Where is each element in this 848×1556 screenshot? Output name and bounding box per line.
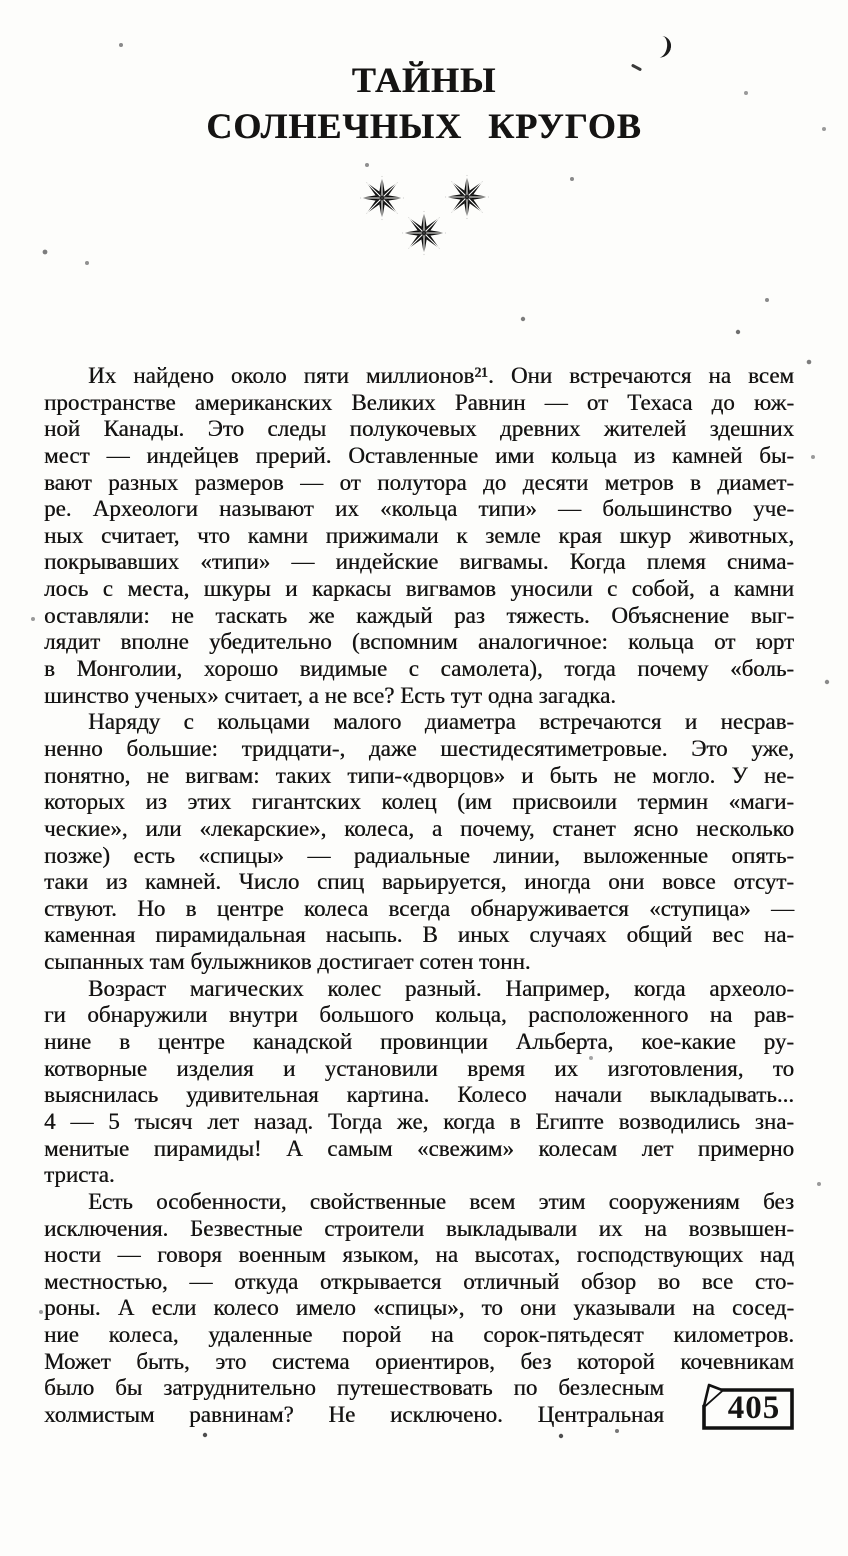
text-line: Есть особенности, свойственные всем этим сооружениям без (88, 1188, 794, 1214)
text-line: Их найдено около пяти миллионов²¹. Они встречаются на всем (88, 363, 794, 388)
text-line: ги обнаружили внутри большого кольца, расположенного на рав- (44, 1002, 794, 1028)
text-line: шинство ученых» считает, а не все? Есть тут одна загадка. (44, 682, 616, 708)
text-line: каменная пирамидальная насыпь. В иных случаях общий вес на- (44, 922, 794, 948)
page-title (0, 60, 848, 146)
text-line: было бы затруднительно путешествовать по безлесным (44, 1375, 664, 1401)
eight-point-star-icon (401, 210, 447, 256)
eight-point-star-icon (444, 174, 490, 220)
text-line: покрывавших «типи» — индейские вигвамы. Когда племя снима- (44, 549, 794, 575)
text-line: котворные изделия и установили время их изготовления, то (44, 1055, 794, 1081)
text-line: ческие», или «лекарские», колеса, а почему, станет ясно несколько (44, 815, 794, 841)
scan-speckles (0, 0, 2, 2)
text-line: таки из камней. Число спиц варьируется, иногда они вовсе отсут- (44, 869, 794, 895)
text-line: пространстве американских Великих Равнин — от Техаса до юж- (44, 389, 794, 415)
text-line: мест — индейцев прерий. Оставленные ими кольца из камней бы- (44, 442, 794, 468)
text-line: сыпанных там булыжников достигает сотен тонн. (44, 949, 531, 975)
text-line: в Монголии, хорошо видимые с самолета), тогда почему «боль- (44, 656, 794, 682)
page-number: 405 (727, 1390, 781, 1426)
text-line: ных считает, что камни прижимали к земле края шкур животных, (44, 522, 794, 548)
text-line: выяснилась удивительная картина. Колесо начали выкладывать... (44, 1082, 794, 1108)
text-line: лядит вполне убедительно (вспомним аналогичное: кольца от юрт (44, 629, 794, 655)
text-line: 4 — 5 тысяч лет назад. Тогда же, когда в Египте возводились зна- (44, 1108, 794, 1134)
text-line: ности — говоря военным языком, на высотах, господствующих над (44, 1242, 794, 1268)
text-line: триста. (44, 1162, 115, 1188)
text-line: вают разных размеров — от полутора до десяти метров в диамет- (44, 469, 794, 495)
text-line: понятно, не вигвам: таких типи-«дворцов» и быть не могло. У не- (44, 762, 794, 788)
text-line: ненно большие: тридцати-, даже шестидесятиметровые. Это уже, (44, 735, 794, 761)
text-line: Возраст магических колес разный. Например, когда археоло- (88, 975, 794, 1001)
body-text (44, 363, 794, 1429)
title-line-1: ТАЙНЫ (351, 60, 497, 100)
page-number-badge (700, 1382, 796, 1432)
text-line: роны. А если колесо имело «спицы», то они указывали на сосед- (44, 1295, 794, 1321)
text-line: ре. Археологи называют их «кольца типи» — большинство уче- (44, 496, 794, 522)
text-line: ной Канады. Это следы полукочевых древних жителей здешних (44, 416, 794, 442)
title-line-2: СОЛНЕЧНЫХ КРУГОВ (206, 106, 642, 146)
text-line: менитые пирамиды! А самым «свежим» колесам лет примерно (44, 1135, 794, 1161)
text-line: Может быть, это система ориентиров, без которой кочевникам (44, 1348, 794, 1374)
text-line: позже) есть «спицы» — радиальные линии, выложенные опять- (44, 842, 794, 868)
scan-mark-curl (654, 35, 672, 59)
text-line: лось с места, шкуры и каркасы вигвамов уносили с собой, а камни (44, 576, 794, 602)
text-line: оставляли: не таскать же каждый раз тяжесть. Объяснение выг- (44, 602, 794, 628)
text-line: Наряду с кольцами малого диаметра встречаются и несрав- (88, 709, 794, 735)
text-line: местностью, — откуда открывается отличный обзор во все сто- (44, 1268, 794, 1294)
eight-point-star-icon (359, 175, 405, 221)
text-line: ствуют. Но в центре колеса всегда обнаруживается «ступица» — (44, 895, 794, 921)
text-line: исключения. Безвестные строители выкладывали их на возвышен- (44, 1215, 794, 1241)
text-line: холмистым равнинам? Не исключено. Центральная (44, 1401, 664, 1427)
text-line: которых из этих гигантских колец (им присвоили термин «маги- (44, 789, 794, 815)
text-line: ние колеса, удаленные порой на сорок-пятьдесят километров. (44, 1322, 794, 1348)
text-line: нине в центре канадской провинции Альберта, кое-какие ру- (44, 1029, 794, 1055)
